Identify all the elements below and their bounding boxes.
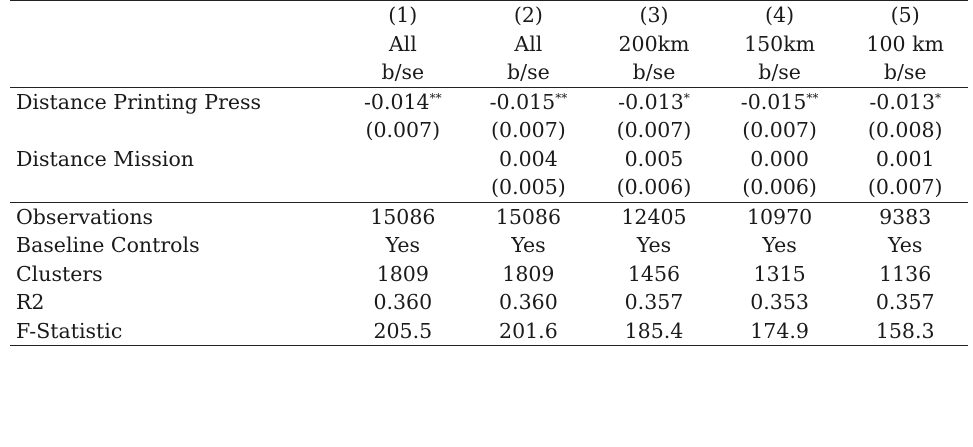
row-label: R2 (16, 290, 45, 314)
se-cell: (0.006) (616, 175, 692, 199)
row-label: Clusters (16, 261, 103, 286)
se-cell: (0.008) (867, 118, 943, 142)
significance-stars: ** (806, 90, 819, 105)
stat-cell: 1315 (753, 261, 806, 286)
table-row-observations (10, 202, 968, 231)
coef-cell: 0.004 (499, 146, 558, 171)
se-cell: (0.007) (742, 118, 817, 142)
header-row-column-numbers (10, 1, 968, 30)
stat-cell: 174.9 (717, 317, 843, 346)
se-cell: (0.006) (742, 175, 817, 199)
se-cell: (0.007) (616, 118, 692, 142)
row-label (10, 116, 340, 145)
stat-cell: 15086 (340, 202, 466, 231)
coef-value: -0.015 (489, 89, 556, 114)
stat-cell: 158.3 (842, 317, 968, 346)
coef-value: -0.014 (363, 89, 430, 114)
se-cell: (0.007) (491, 118, 566, 142)
table-row-clusters (10, 260, 968, 289)
stat-cell: Yes (636, 233, 672, 257)
row-label: Observations (10, 202, 340, 231)
header-cell: (3) (591, 1, 717, 30)
coef-cell: 0.001 (875, 146, 935, 171)
header-row-stat-type (10, 58, 968, 87)
header-cell: All (514, 31, 543, 56)
stat-cell: 185.4 (591, 317, 717, 346)
table-row-se-printing-press (10, 116, 968, 145)
stat-cell: 10970 (717, 202, 843, 231)
row-label (10, 173, 340, 202)
row-label: Baseline Controls (16, 233, 200, 257)
se-cell: (0.007) (365, 118, 441, 142)
header-cell: (1) (340, 1, 466, 30)
stat-cell: 12405 (591, 202, 717, 231)
significance-stars: ** (429, 90, 442, 105)
table-row-distance-printing-press (10, 87, 968, 116)
se-cell: (0.005) (491, 175, 566, 199)
row-label: Distance Printing Press (10, 87, 340, 116)
header-cell: (5) (842, 1, 968, 30)
coef-cell (466, 87, 592, 116)
header-row-samples (10, 30, 968, 59)
stat-cell: 0.360 (499, 290, 558, 314)
stat-cell: 0.357 (624, 290, 684, 314)
regression-table-container (10, 0, 968, 346)
header-cell: b/se (883, 60, 927, 84)
coef-cell (717, 87, 843, 116)
header-cell: b/se (758, 60, 801, 84)
header-cell: b/se (381, 60, 425, 84)
header-cell (10, 1, 340, 30)
stat-cell: 1136 (879, 261, 932, 286)
table-row-distance-mission (10, 145, 968, 174)
header-cell: (2) (466, 1, 592, 30)
coef-cell (340, 87, 466, 116)
stat-cell: Yes (511, 233, 546, 257)
stat-cell: 1456 (627, 261, 681, 286)
stat-cell: 0.353 (750, 290, 809, 314)
header-cell: 150km (744, 31, 816, 56)
regression-table (10, 0, 968, 346)
coef-value: -0.015 (740, 89, 807, 114)
stat-cell: 1809 (376, 261, 429, 286)
coef-cell: 0.000 (750, 146, 809, 171)
table-row-r2 (10, 288, 968, 317)
stat-cell: Yes (762, 233, 797, 257)
stat-cell: Yes (887, 233, 923, 257)
row-label: F-Statistic (10, 317, 340, 346)
header-cell: (4) (717, 1, 843, 30)
header-cell: 100 km (866, 31, 944, 56)
coef-cell (842, 87, 968, 116)
header-cell: b/se (507, 60, 550, 84)
header-cell: 200km (618, 31, 690, 56)
coef-value: -0.013 (869, 89, 935, 114)
stat-cell: 9383 (842, 202, 968, 231)
coef-value: -0.013 (618, 89, 684, 114)
table-row-f-statistic (10, 317, 968, 346)
se-cell: (0.007) (867, 175, 943, 199)
stat-cell: Yes (385, 233, 420, 257)
header-cell: b/se (632, 60, 676, 84)
table-row-baseline-controls (10, 231, 968, 260)
stat-cell: 1809 (502, 261, 555, 286)
coef-cell (340, 145, 466, 174)
stat-cell: 0.360 (373, 290, 433, 314)
coef-cell: 0.005 (624, 146, 684, 171)
stat-cell: 15086 (466, 202, 592, 231)
coef-cell (591, 87, 717, 116)
table-row-se-mission (10, 173, 968, 202)
row-label: Distance Mission (16, 146, 194, 171)
stat-cell: 205.5 (340, 317, 466, 346)
header-cell: All (388, 31, 417, 56)
significance-stars: * (683, 90, 690, 105)
stat-cell: 201.6 (466, 317, 592, 346)
significance-stars: * (935, 90, 941, 105)
stat-cell: 0.357 (875, 290, 935, 314)
header-cell (10, 30, 340, 59)
header-cell (10, 58, 340, 87)
significance-stars: ** (555, 90, 568, 105)
se-cell (340, 173, 466, 202)
